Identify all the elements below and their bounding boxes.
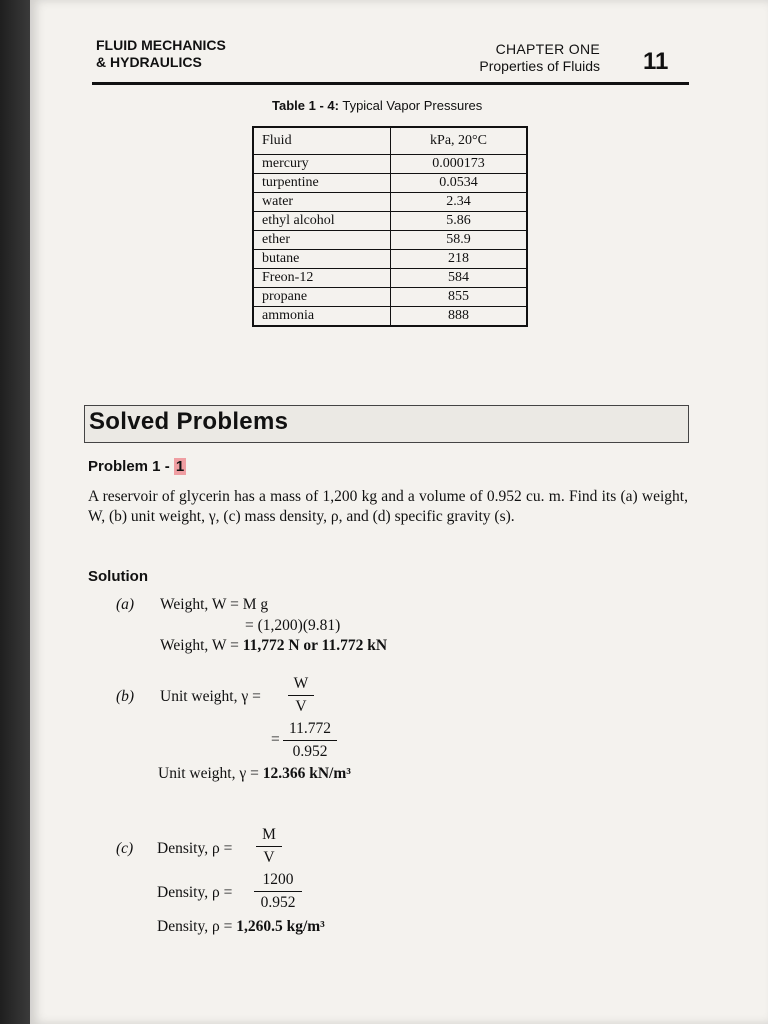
fluid-name-cell: ether	[253, 231, 391, 250]
page-number: 11	[643, 48, 669, 75]
vapor-pressure-cell: 888	[391, 307, 528, 327]
part-b-result-prefix: Unit weight, γ =	[158, 765, 263, 782]
part-c-denominator-value: 0.952	[260, 894, 296, 911]
fluid-name-cell: turpentine	[253, 174, 391, 193]
fluid-name-cell: ammonia	[253, 307, 391, 327]
table-row	[253, 250, 527, 269]
part-b-result: 12.366 kN/m³	[262, 765, 351, 782]
table-row	[253, 174, 527, 193]
fluid-name-cell: water	[253, 193, 391, 212]
book-title-line2: & HYDRAULICS	[96, 54, 202, 70]
table-row	[253, 193, 527, 212]
part-b-denominator-value: 0.952	[292, 743, 328, 760]
vapor-pressure-cell: 58.9	[391, 231, 528, 250]
vapor-pressure-cell: 0.0534	[391, 174, 528, 193]
book-spine-shadow	[0, 0, 30, 1024]
part-a-line1: Weight, W = M g	[160, 596, 269, 613]
column-header-fluid: Fluid	[253, 127, 391, 155]
part-b-equals: =	[271, 731, 280, 748]
table-row	[253, 212, 527, 231]
fluid-name-cell: propane	[253, 288, 391, 307]
table-caption-text: Typical Vapor Pressures	[342, 98, 483, 113]
table-row	[253, 231, 527, 250]
column-header-pressure: kPa, 20°C	[391, 127, 528, 155]
part-c-denominator: V	[263, 849, 275, 866]
table-row	[253, 288, 527, 307]
part-b-lhs: Unit weight, γ =	[160, 688, 261, 705]
vapor-pressure-cell: 2.34	[391, 193, 528, 212]
problem-heading	[88, 458, 186, 475]
book-title	[96, 37, 226, 71]
header-rule	[92, 82, 689, 85]
chapter-label: CHAPTER ONE	[495, 41, 600, 57]
vapor-pressure-cell: 0.000173	[391, 155, 528, 174]
part-b-fraction-symbolic	[288, 675, 314, 716]
part-b-denominator: V	[295, 698, 307, 715]
table-caption-label: Table 1 - 4:	[272, 98, 339, 113]
part-c-label: (c)	[116, 840, 134, 857]
vapor-pressure-cell: 5.86	[391, 212, 528, 231]
vapor-pressure-table	[252, 126, 528, 327]
part-c-fraction-numeric	[254, 871, 302, 912]
part-c-result-prefix: Density, ρ =	[157, 918, 237, 935]
part-a-line2: = (1,200)(9.81)	[245, 617, 341, 634]
part-c-result: 1,260.5 kg/m³	[236, 918, 325, 935]
chapter-topic: Properties of Fluids	[479, 58, 600, 74]
problem-label: Problem 1 -	[88, 458, 170, 475]
book-title-line1: FLUID MECHANICS	[96, 37, 226, 53]
vapor-pressure-cell: 855	[391, 288, 528, 307]
section-banner	[84, 405, 689, 443]
section-title: Solved Problems	[89, 408, 289, 435]
problem-number: 1	[175, 458, 185, 475]
part-c-result-line	[157, 918, 325, 936]
vapor-pressure-cell: 218	[391, 250, 528, 269]
problem-statement: A reservoir of glycerin has a mass of 1,200 kg and a volume of 0.952 cu. m. Find its (a) weight, W, (b) unit weight, γ, (c) mass density, ρ, and (d) specific gravity (s).	[88, 488, 688, 525]
part-b-result-line	[158, 765, 351, 783]
table-caption	[272, 98, 482, 113]
vapor-pressure-cell: 584	[391, 269, 528, 288]
part-a-line3	[160, 637, 387, 655]
part-c-lhs: Density, ρ =	[157, 840, 233, 857]
part-a-result-prefix: Weight, W =	[160, 637, 243, 654]
table-header-row	[253, 127, 527, 155]
chapter-heading	[440, 41, 600, 75]
fluid-name-cell: Freon-12	[253, 269, 391, 288]
part-b-numerator-value: 11.772	[288, 720, 332, 737]
part-b-label: (b)	[116, 688, 135, 705]
part-a-label: (a)	[116, 596, 135, 613]
part-c-numerator-value: 1200	[262, 871, 294, 888]
solution-heading: Solution	[88, 568, 148, 585]
part-c-lhs2: Density, ρ =	[157, 884, 233, 901]
fluid-name-cell: ethyl alcohol	[253, 212, 391, 231]
fluid-name-cell: butane	[253, 250, 391, 269]
part-c-fraction-symbolic	[256, 826, 282, 867]
fluid-name-cell: mercury	[253, 155, 391, 174]
part-b-fraction-numeric	[283, 720, 337, 761]
part-b-numerator: W	[293, 675, 309, 692]
table-row	[253, 269, 527, 288]
part-c-numerator: M	[262, 826, 276, 843]
table-row	[253, 155, 527, 174]
table-row	[253, 307, 527, 327]
part-a-result: 11,772 N or 11.772 kN	[242, 637, 388, 654]
